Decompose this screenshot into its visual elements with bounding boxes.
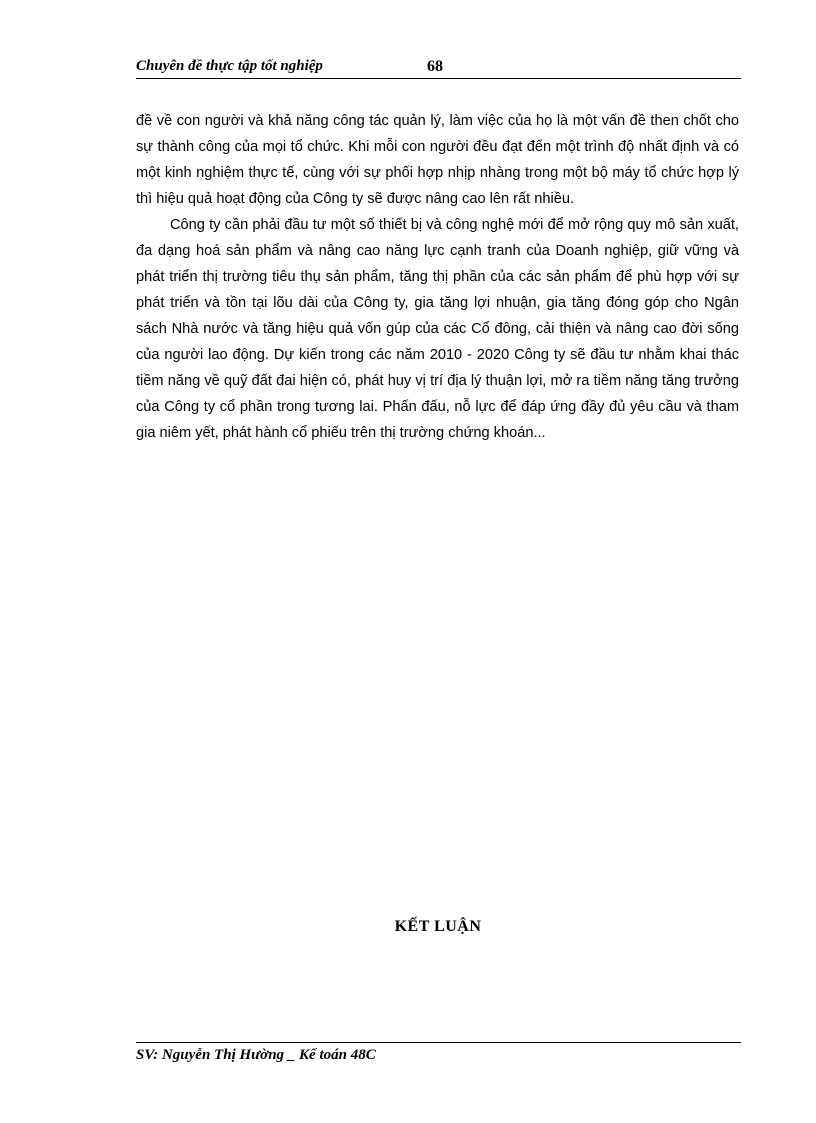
body-text [136, 108, 739, 446]
page-header [136, 56, 741, 79]
paragraph-continuation: đề về con người và khả năng công tác quản lý, làm việc của họ là một vấn đề then chốt cho sự thành công của mọi tổ chức. Khi mỗi con người đều đạt đến một trình độ nhất định và có một kinh nghiệm thực tế, cùng với sự phối hợp nhịp nhàng trong một bộ máy tổ chức hợp lý thì hiệu quả hoạt động của Công ty sẽ được nâng cao lên rất nhiều. [136, 113, 739, 207]
conclusion-heading: KẾT LUẬN [394, 918, 482, 935]
student-info: SV: Nguyễn Thị Hường _ Kế toán 48C [136, 1047, 376, 1063]
paragraph-investment: Công ty cần phải đầu tư một số thiết bị và công nghệ mới để mở rộng quy mô sản xuất, đa dạng hoá sản phẩm và nâng cao năng lực cạnh tranh của Doanh nghiệp, giữ vững và phát triển thị trường tiêu thụ sản phẩm, tăng thị phần của các sản phẩm để phù hợp với sự phát triển và tồn tại lõu dài của Công ty, gia tăng lợi nhuận, gia tăng đóng góp cho Ngân sách Nhà nước và tăng hiệu quả vốn gúp của các Cổ đông, cải thiện và nâng cao đời sống của người lao động. Dự kiến trong các năm 2010 - 2020 Công ty sẽ đầu tư nhằm khai thác tiềm năng về quỹ đất đai hiện có, phát huy vị trí địa lý thuận lợi, mở ra tiềm năng tăng trưởng của Công ty cổ phần trong tương lai. Phấn đấu, nỗ lực để đáp ứng đầy đủ yêu cầu và tham gia niêm yết, phát hành cổ phiếu trên thị trường chứng khoán... [136, 217, 739, 441]
document-title: Chuyên đề thực tập tốt nghiệp [136, 58, 323, 74]
page-footer [136, 1042, 741, 1064]
page-number: 68 [427, 58, 443, 75]
